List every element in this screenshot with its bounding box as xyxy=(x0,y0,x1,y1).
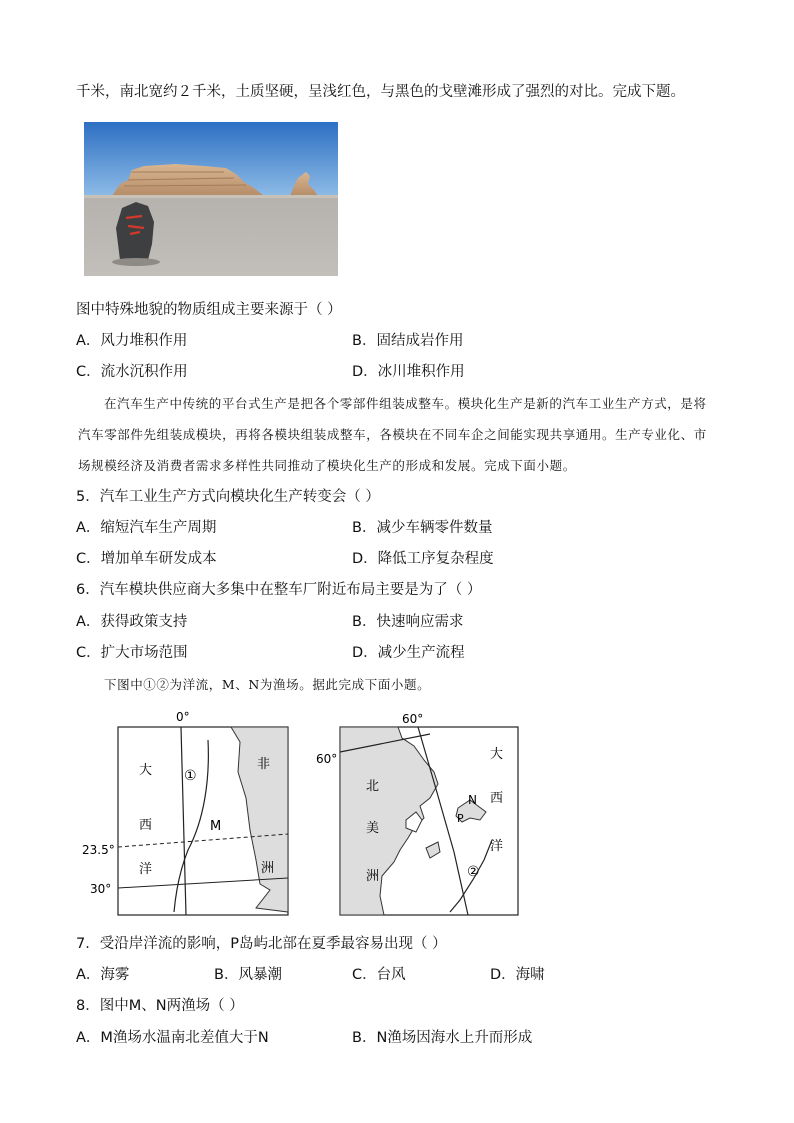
map1-land-char-1: 非 xyxy=(257,757,271,772)
map1-lon-label: 0° xyxy=(176,710,190,724)
map-north-america xyxy=(310,700,524,922)
q7-option-b[interactable]: B．风暴潮 xyxy=(214,967,282,983)
passage-automobile xyxy=(78,388,718,481)
map-intro: 下图中①②为洋流，M、N为渔场。据此完成下面小题。 xyxy=(104,677,431,692)
map2-ocean-char-3: 洋 xyxy=(490,839,504,854)
q7-option-d[interactable]: D．海啸 xyxy=(490,967,545,983)
map1-ocean-char-2: 西 xyxy=(139,818,153,833)
q8-option-b[interactable]: B．N渔场因海水上升而形成 xyxy=(352,1030,533,1046)
map1-lat2-label: 30° xyxy=(90,882,112,896)
q7-option-c[interactable]: C．台风 xyxy=(352,967,406,983)
q5-option-d[interactable]: D．降低工序复杂程度 xyxy=(352,551,494,567)
map1-current-label: ① xyxy=(184,768,197,784)
q6-option-a[interactable]: A．获得政策支持 xyxy=(76,614,188,630)
q8-option-a[interactable]: A．M渔场水温南北差值大于N xyxy=(76,1030,269,1046)
q4-stem: 图中特殊地貌的物质组成主要来源于（ ） xyxy=(76,302,342,318)
q5-stem: 5．汽车工业生产方式向模块化生产转变会（ ） xyxy=(76,489,380,505)
map1-fishery-label: M xyxy=(210,819,222,834)
q4-option-d[interactable]: D．冰川堆积作用 xyxy=(352,364,465,380)
q6-stem: 6．汽车模块供应商大多集中在整车厂附近布局主要是为了（ ） xyxy=(76,582,482,598)
q5-option-c[interactable]: C．增加单车研发成本 xyxy=(76,551,217,567)
map2-current-label: ② xyxy=(467,864,480,880)
q7-option-a[interactable]: A．海雾 xyxy=(76,967,130,983)
map1-lat1-label: 23.5° xyxy=(82,843,115,857)
intro-line: 千米，南北宽约２千米，土质坚硬，呈浅红色，与黑色的戈壁滩形成了强烈的对比。完成下题。 xyxy=(76,84,685,100)
yardang-photo-image xyxy=(84,122,338,276)
map2-ocean-char-2: 西 xyxy=(490,791,504,806)
q4-option-a[interactable]: A．风力堆积作用 xyxy=(76,333,188,349)
map2-land-char-3: 洲 xyxy=(366,869,380,884)
map1-land-char-2: 洲 xyxy=(261,861,275,876)
q5-option-a[interactable]: A．缩短汽车生产周期 xyxy=(76,520,217,536)
q6-option-d[interactable]: D．减少生产流程 xyxy=(352,645,465,661)
q5-option-b[interactable]: B．减少车辆零件数量 xyxy=(352,520,493,536)
map1-ocean-char-1: 大 xyxy=(139,763,153,778)
map2-land-char-1: 北 xyxy=(366,779,380,794)
q4-option-b[interactable]: B．固结成岩作用 xyxy=(352,333,464,349)
map2-land-char-2: 美 xyxy=(366,821,380,836)
map2-ocean-char-1: 大 xyxy=(490,747,504,762)
map2-lat-label: 60° xyxy=(316,752,338,766)
map2-island-label: P xyxy=(457,812,464,825)
q6-option-b[interactable]: B．快速响应需求 xyxy=(352,614,464,630)
q8-stem: 8．图中M、N两渔场（ ） xyxy=(76,998,244,1014)
map2-fishery-label: N xyxy=(468,793,477,807)
map2-lon-label: 60° xyxy=(402,712,424,726)
q6-option-c[interactable]: C．扩大市场范围 xyxy=(76,645,188,661)
passage-text: 在汽车生产中传统的平台式生产是把各个零部件组装成整车。模块化生产是新的汽车工业生产方式，是将汽车零部件先组装成模块，再将各模块组装成整车，各模块在不同车企之间能实现共享通用。生产专业化、市场规模经济及消费者需求多样性共同推动了模块化生产的形成和发展。完成下面小题。 xyxy=(78,396,707,473)
map-africa xyxy=(76,700,300,922)
yardang-photo xyxy=(84,122,338,276)
map1-ocean-char-3: 洋 xyxy=(139,862,153,877)
q7-stem: 7．受沿岸洋流的影响，P岛屿北部在夏季最容易出现（ ） xyxy=(76,936,447,952)
q4-option-c[interactable]: C．流水沉积作用 xyxy=(76,364,188,380)
